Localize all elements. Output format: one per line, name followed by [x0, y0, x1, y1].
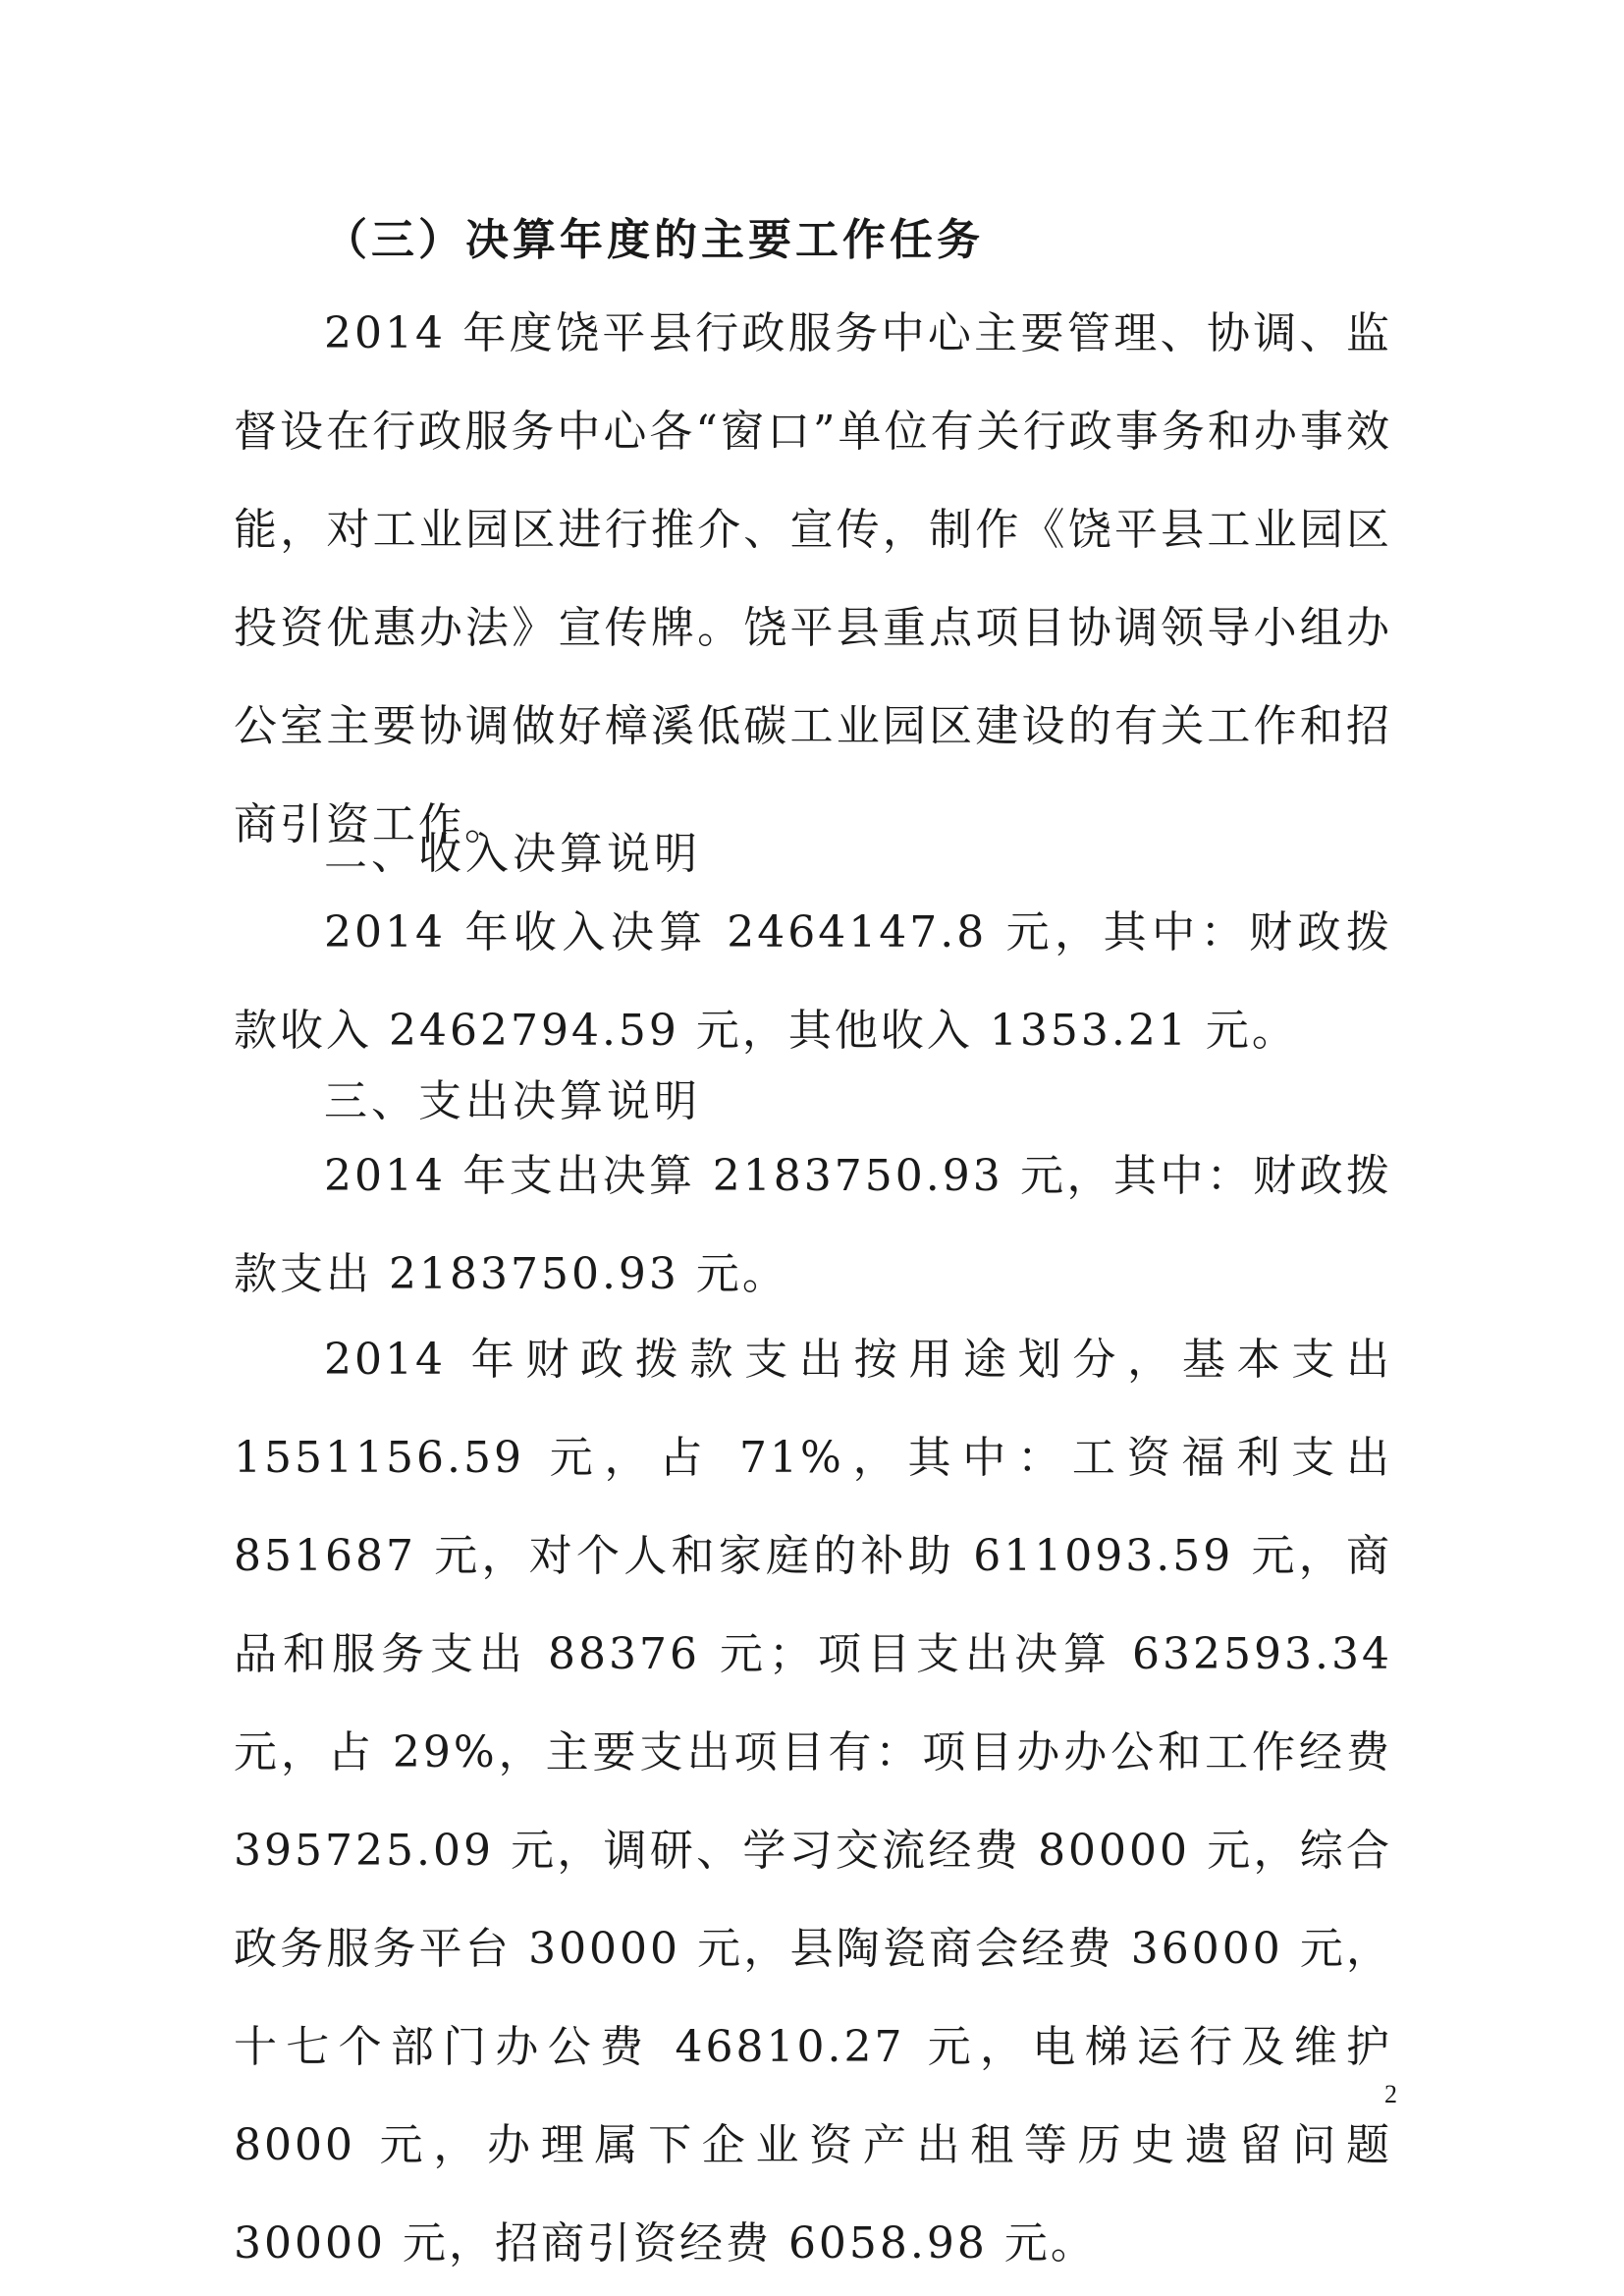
section-heading-work-tasks: （三）决算年度的主要工作任务	[324, 215, 984, 265]
paragraph-income: 2014 年收入决算 2464147.8 元，其中：财政拨款收入 2462794.59 元，其他收入 1353.21 元。	[234, 907, 1392, 1056]
paragraph-work-tasks: 2014 年度饶平县行政服务中心主要管理、协调、监督设在行政服务中心各“窗口”单位有关行政事务和办事效能，对工业园区进行推介、宣传，制作《饶平县工业园区投资优惠办法》宣传牌。饶平县重点项目协调领导小组办公室主要协调做好樟溪低碳工业园区建设的有关工作和招商引资工作。	[234, 308, 1392, 849]
paragraph-expenditure: 2014 年支出决算 2183750.93 元，其中：财政拨款支出 2183750.93 元。	[234, 1151, 1392, 1299]
page-number: 2	[1384, 2080, 1397, 2108]
paragraph-expenditure-detail: 2014 年财政拨款支出按用途划分，基本支出 1551156.59 元，占 71%，其中：工资福利支出 851687 元，对个人和家庭的补助 611093.59 元，商品和服务支出 88376 元；项目支出决算 632593.34 元，占 29%，主要支出项目有：项目办办公和工作经费 395725.09 元，调研、学习交流经费 80000 元，综合政务服务平台 30000 元，县陶瓷商会经费 36000 元，十七个部门办公费 46810.27 元，电梯运行及维护 8000 元，办理属下企业资产出租等历史遗留问题 30000 元，招商引资经费 6058.98 元。	[234, 1335, 1392, 2269]
section-heading-income: 二、收入决算说明	[324, 829, 701, 879]
section-heading-expenditure: 三、支出决算说明	[324, 1076, 701, 1126]
